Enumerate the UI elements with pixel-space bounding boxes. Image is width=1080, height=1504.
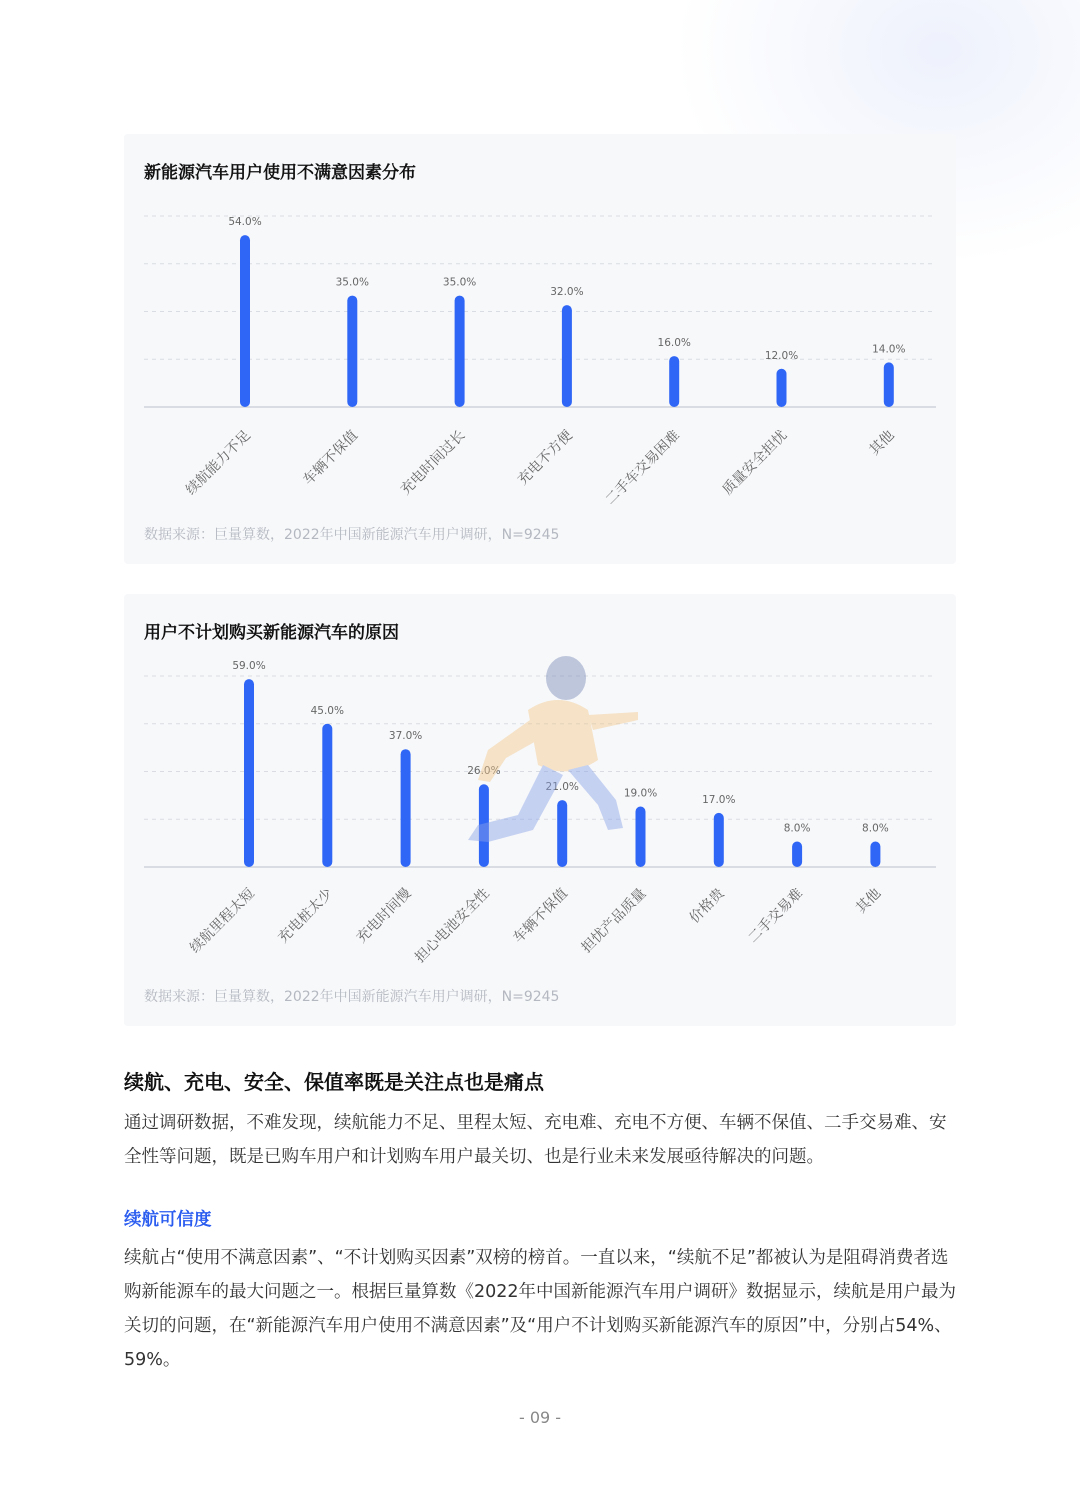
category-label: 车辆不保值 (510, 885, 572, 947)
category-label: 二手车交易困难 (602, 427, 684, 509)
bar (792, 842, 802, 867)
data-label: 45.0% (310, 704, 344, 717)
category-label: 充电时间过长 (397, 427, 469, 499)
chart-title: 新能源汽车用户使用不满意因素分布 (144, 163, 416, 183)
data-label: 8.0% (862, 822, 889, 835)
bar (884, 362, 894, 407)
data-label: 17.0% (702, 793, 736, 806)
category-label: 充电时间慢 (353, 885, 415, 947)
chart-title: 用户不计划购买新能源汽车的原因 (144, 623, 399, 643)
bar (244, 679, 254, 867)
bar (347, 296, 357, 407)
bar (322, 724, 332, 867)
chart-source: 数据来源：巨量算数，2022年中国新能源汽车用户调研，N=9245 (144, 989, 560, 1005)
bar (714, 813, 724, 867)
category-label: 充电不方便 (514, 427, 576, 489)
bar (240, 235, 250, 407)
subsection-heading: 续航可信度 (124, 1210, 212, 1230)
data-label: 35.0% (442, 276, 477, 289)
data-label: 14.0% (872, 343, 906, 356)
bar (562, 305, 572, 407)
bar (557, 800, 567, 867)
data-label: 35.0% (335, 276, 369, 289)
category-label: 价格贵 (686, 885, 728, 927)
bar (479, 784, 489, 867)
category-label: 二手交易难 (745, 885, 806, 947)
category-label: 续航里程太短 (187, 885, 258, 957)
chart-card-dissatisfaction (124, 134, 956, 564)
subsection-paragraph: 续航占“使用不满意因素”、“不计划购买因素”双榜的榜首。一直以来，“续航不足”都被认为是阻碍消费者选购新能源车的最大问题之一。根据巨量算数《2022年中国新能源汽车用户调研》数据显示，续航是用户最为关切的问题，在“新能源汽车用户使用不满意因素”及“用户不计划购买新能源汽车的原因”中，分别占54%、59%。 (124, 1248, 957, 1370)
data-label: 26.0% (467, 765, 501, 778)
category-label: 续航能力不足 (183, 427, 254, 499)
category-label: 质量安全担忧 (719, 427, 791, 499)
category-label: 担忧产品质量 (578, 885, 650, 957)
page-number: - 09 - (518, 1408, 562, 1427)
bar (401, 749, 411, 867)
data-label: 19.0% (623, 787, 658, 800)
bar (455, 296, 465, 407)
category-label: 车辆不保值 (300, 427, 362, 489)
bar (669, 356, 679, 407)
category-label: 充电桩太少 (275, 885, 337, 947)
category-label: 其他 (853, 885, 885, 917)
data-label: 21.0% (545, 781, 579, 794)
chart-source: 数据来源：巨量算数，2022年中国新能源汽车用户调研，N=9245 (144, 527, 560, 543)
bar (870, 842, 880, 867)
data-label: 8.0% (783, 822, 811, 835)
bar-chart-no-purchase-reasons (124, 594, 956, 1026)
chart-card-no-purchase-reasons (124, 594, 956, 1026)
data-label: 54.0% (228, 216, 262, 229)
category-label: 担心电池安全性 (412, 885, 493, 967)
data-label: 16.0% (657, 337, 691, 350)
data-label: 59.0% (232, 660, 266, 673)
section-paragraph: 通过调研数据，不难发现，续航能力不足、里程太短、充电难、充电不方便、车辆不保值、二手交易难、安全性等问题，既是已购车用户和计划购车用户最关切、也是行业未来发展亟待解决的问题。 (124, 1113, 947, 1167)
data-label: 32.0% (550, 286, 584, 299)
bar (777, 369, 787, 407)
bar (636, 807, 646, 867)
bar-chart-dissatisfaction (124, 134, 956, 564)
data-label: 37.0% (388, 730, 423, 743)
category-label: 其他 (866, 427, 898, 459)
section-heading: 续航、充电、安全、保值率既是关注点也是痛点 (124, 1070, 544, 1094)
data-label: 12.0% (764, 349, 799, 362)
